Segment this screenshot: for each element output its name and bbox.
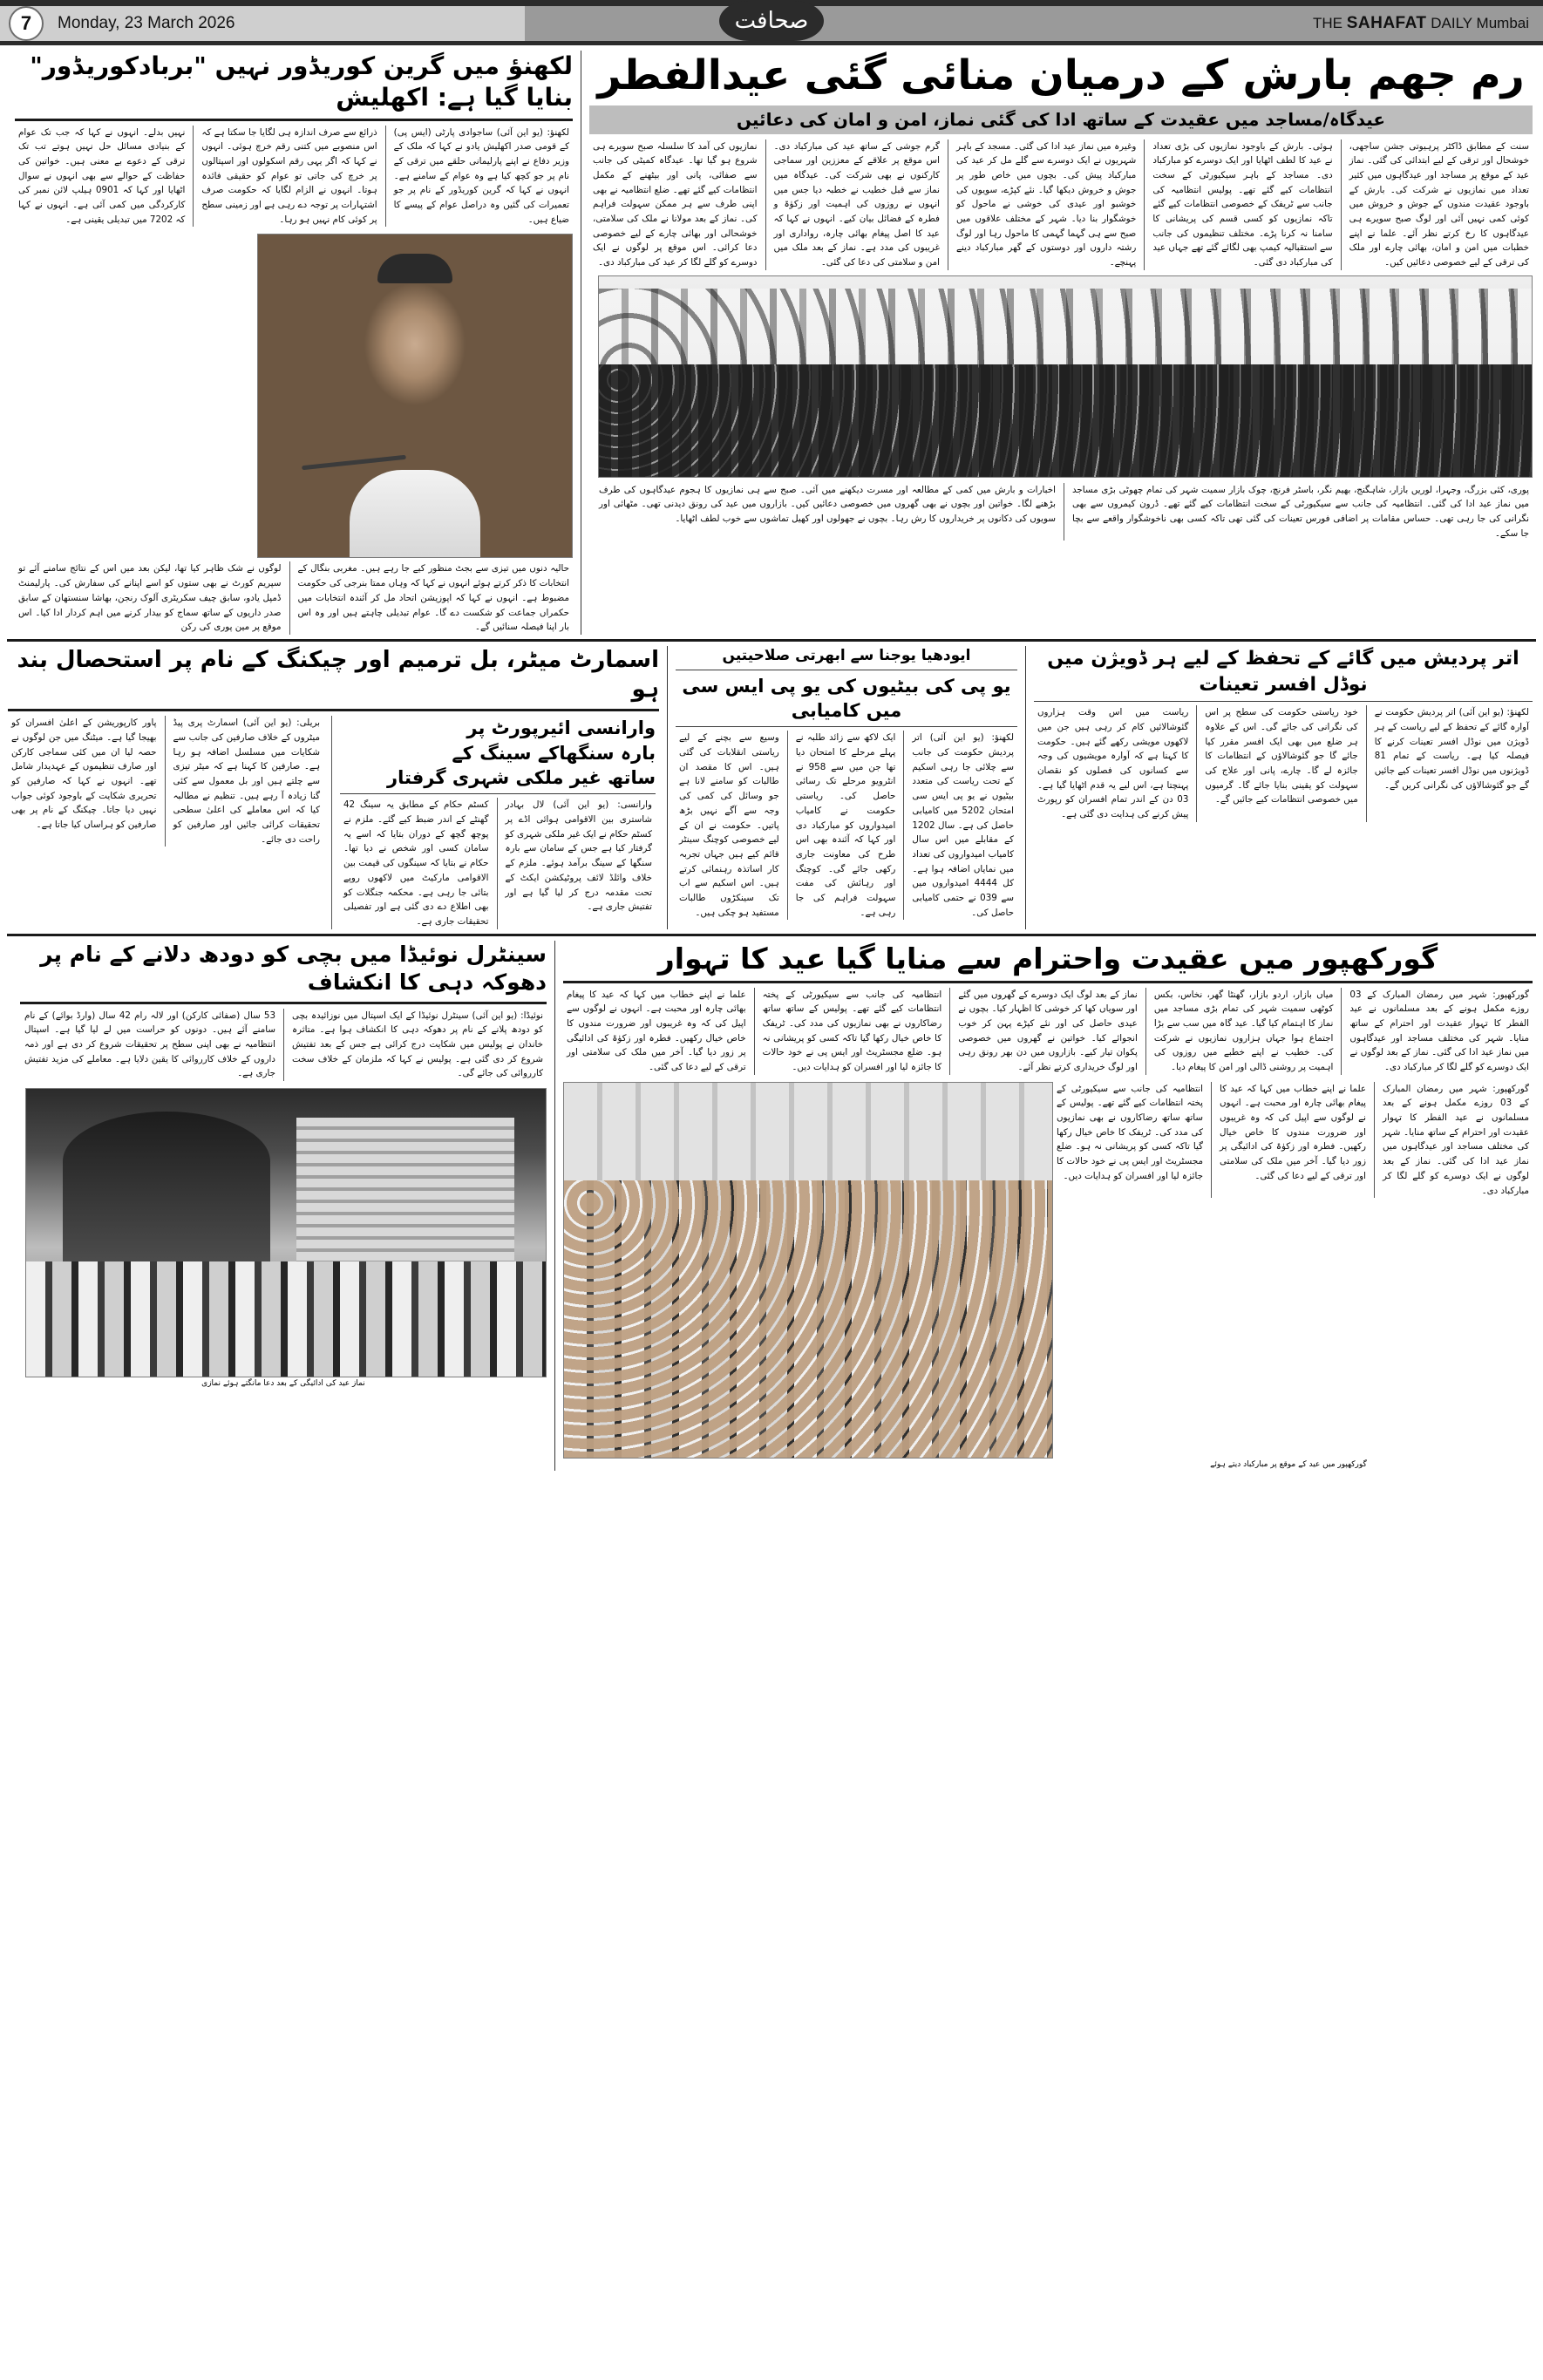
mosque-arch-shapes (599, 289, 1532, 373)
eid-prayer-photo (598, 275, 1533, 478)
lead-col-5: نمازیوں کی آمد کا سلسلہ صبح سویرے ہی شروع ہو گیا تھا۔ عیدگاہ کمیٹی کی جانب سے صفائی، پانی اور بیٹھنے کے مکمل انتظامات کیے گئے تھے۔ ضلع انتظامیہ نے بھی اپنی طرف سے ہر ممکن سہولت فراہم کی۔ نماز کے بعد مولانا نے ملک کی سلامتی، خوشحالی اور بھائی چارے کے لیے خصوصی دعا کرائی۔ اس موقع پر لوگوں نے ایک دوسرے کو گلے لگا کر عید کی مبارکباد دی۔ (593, 140, 758, 269)
lead-story (586, 51, 1536, 635)
noida-story (17, 941, 550, 1471)
middle-section (7, 646, 1536, 929)
col-divider (385, 126, 386, 228)
col-divider (787, 731, 788, 920)
smart-meter-columns (8, 716, 323, 847)
akhilesh-col-3: نہیں بدلے۔ انہوں نے کہا کہ جب تک عوام کے بنیادی مسائل حل نہیں ہوتے تب تک ترقی کے دعوے بے معنی ہیں۔ خواتین کی حفاظت کے حوالے سے بھی انہوں نے سوال اٹھایا اور کہا کہ 1090 ہیلپ لائن نمبر کی کارکردگی میں کمی آئی ہے۔ انہوں نے کہا کہ 2027 میں تبدیلی یقینی ہے۔ (17, 126, 186, 225)
varanasi-headline-line1: وارانسی ائیرپورٹ پر (466, 717, 656, 739)
logo-urdu-text: صحافت (734, 8, 809, 34)
section-divider (667, 646, 668, 929)
dateline: Monday, 23 March 2026 (58, 14, 235, 32)
varanasi-headline-line3: ساتھ غیر ملکی شہری گرفتار (387, 767, 656, 789)
col-divider (903, 731, 904, 920)
lower-left-columns (8, 716, 659, 928)
akhilesh-headline: لکھنؤ میں گرین کوریڈور نہیں "بربادکوریڈور" بنایا گیا ہے: اکھلیش (30, 51, 573, 112)
varanasi-col-2: کسٹم حکام کے مطابق یہ سینگ 24 گھنٹے کے اندر ضبط کیے گئے۔ ملزم نے پوچھ گچھ کے دوران بتایا کہ اسے یہ سامان کسی اور شخص نے دیا تھا۔ حکام نے بتایا کہ سینگوں کی قیمت بین الاقوامی مارکیٹ میں لاکھوں روپے بتائی جا رہی ہے۔ محکمہ جنگلات کو بھی اطلاع دے دی گئی ہے اور تفصیلی تحقیقات جاری ہے۔ (343, 799, 489, 927)
varanasi-story (336, 716, 659, 928)
col-divider (1366, 705, 1367, 821)
col-divider (1341, 139, 1342, 270)
smart-meter-varanasi-block (4, 646, 663, 929)
upsc-col-2: ایک لاکھ سے زائد طلبہ نے پہلے مرحلے کا امتحان دیا تھا جن میں سے 859 نے انٹرویو مرحلے تک رسائی حاصل کی۔ ریاستی حکومت نے کامیاب امیدواروں کو مبارکباد دی اور کہا کہ آئندہ بھی اس طرح کی معاونت جاری رکھی جائے گی۔ کوچنگ اور رہائش کی مفت سہولت فراہم کی جا رہی ہے۔ (795, 732, 896, 918)
gorakhpur-lower-col-2: علما نے اپنے خطاب میں کہا کہ عید کا پیغام بھائی چارہ اور محبت ہے۔ انہوں نے لوگوں سے اپیل کی کہ وہ غریبوں اور ضرورت مندوں کا خاص خیال رکھیں۔ فطرہ اور زکوٰۃ کی ادائیگی پر زور دیا گیا۔ آخر میں ملک کی سلامتی اور ترقی کے لیے دعا کی گئی۔ (1220, 1083, 1366, 1181)
noida-photo-caption: نماز عید کی ادائیگی کے بعد دعا مانگتے ہوئے نمازی (201, 1378, 365, 1388)
top-section (7, 51, 1536, 635)
col-divider (497, 798, 498, 928)
gorakhpur-photo-caption: گورکھپور میں عید کے موقع پر مبارکباد دیتے ہوئے (1210, 1459, 1367, 1469)
smart-meter-body (4, 716, 327, 928)
lead-lower-columns (589, 483, 1533, 541)
col-divider (331, 716, 332, 928)
ayodhya-kicker: ایودھیا یوجنا سے ابھرتی صلاحیتیں (722, 646, 971, 664)
masthead-under-rule (0, 41, 1543, 45)
lead-col-2: ہوئی۔ بارش کے باوجود نمازیوں کی بڑی تعداد نے عید کا لطف اٹھایا اور ایک دوسرے کو مبارکباد دی۔ مساجد کے باہر سیکیورٹی کے سخت انتظامات کیے گئے تھے۔ پولیس انتظامیہ کی جانب سے ٹریفک کے خصوصی انتظامات کیے گئے تاکہ نمازیوں کو کسی قسم کی پریشانی کا سامنا نہ کرنا پڑے۔ مختلف تنظیموں کی جانب سے استقبالیہ کیمپ بھی لگائے گئے تھے جہاں عید کی مبارکباد دی گئی۔ (1152, 140, 1333, 269)
smart-meter-headline: اسمارٹ میٹر، بل ترمیم اور چیکنگ کے نام پر استحصال بند ہو (17, 646, 659, 703)
akhilesh-body-right: لوگوں نے شک ظاہر کیا تھا، لیکن بعد میں اس کے نتائج سامنے آئے تو سپریم کورٹ نے بھی ستوں کو اسے اپنانے کی سفارش کی۔ پارلیمنٹ ڈمپل یادو، سابق چیف سکریٹری آلوک رنجن، بھاشا سنستھان کے سابق صدر داریوں کے ساتھ سماج کو بیدار کرنے میں اہم کردار ادا کیا۔ اس موقع پر مین پوری کی رکن (18, 563, 282, 633)
gorakhpur-col-3: نماز کے بعد لوگ ایک دوسرے کے گھروں میں گئے اور سویاں کھا کر خوشی کا اظہار کیا۔ بچوں نے عیدی حاصل کی اور نئے کپڑے پہن کر خوب انجوائے کیا۔ خواتین نے گھروں میں خصوصی پکوان تیار کیے۔ بازاروں میں دن بھر رونق رہی اور لوگ خریداری کرتے نظر آئے۔ (958, 989, 1138, 1073)
cow-col-1: لکھنؤ: (یو این آئی) اتر پردیش حکومت نے آوارہ گائے کے تحفظ کے لیے ریاست کے ہر ڈویژن میں نوڈل افسر تعینات کرنے کا فیصلہ کیا ہے۔ ریاست کے تمام 18 ڈویژنوں میں نوڈل افسر تعینات کیے جائیں گے جو گئوشالاؤں کی نگرانی کریں گے۔ (1374, 707, 1529, 791)
gorakhpur-headline: گورکھپور میں عقیدت واحترام سے منایا گیا عید کا تہوار (657, 941, 1438, 976)
akhilesh-story (11, 51, 576, 635)
upsc-col-3: وسیع سے بچنے کے لیے ریاستی انقلابات کی گئی ہیں۔ اس کا مقصد ان طالبات کو سامنے لانا ہے جو وسائل کی کمی کی وجہ سے آگے نہیں بڑھ پاتیں۔ حکومت نے ان کے لیے خصوصی کوچنگ سینٹر قائم کیے ہیں جہاں تجربہ کار اساتذہ رہنمائی کرتے ہیں۔ اس اسکیم سے اب تک سینکڑوں طالبات مستفید ہو چکی ہیں۔ (679, 732, 779, 918)
smart-meter-rule (8, 709, 659, 711)
gorakhpur-lower-col-3: انتظامیہ کی جانب سے سیکیورٹی کے پختہ انتظامات کیے گئے تھے۔ پولیس کے ساتھ ساتھ رضاکاروں نے بھی نمازیوں کی مدد کی۔ ٹریفک کا خاص خیال رکھا گیا تاکہ کسی کو پریشانی نہ ہو۔ ضلع مجسٹریٹ اور ایس پی نے خود حالات کا جائزہ لیا اور افسران کو ہدایات دیں۔ (1057, 1083, 1203, 1181)
cow-columns (1034, 705, 1533, 821)
gorakhpur-group-photo (563, 1082, 1053, 1459)
akhilesh-rule (15, 119, 573, 121)
lead-subheadline: عیدگاہ/مساجد میں عقیدت کے ساتھ ادا کی گئی نماز، امن و امان کی دعائیں (589, 105, 1533, 134)
col-divider (289, 561, 290, 634)
akhilesh-lower-columns (15, 561, 573, 634)
seated-worshippers (26, 1261, 546, 1377)
noida-interior-photo (25, 1088, 547, 1377)
photo-group-faces (564, 1180, 1052, 1458)
col-divider (283, 1009, 284, 1081)
col-divider (1341, 988, 1342, 1075)
cap-icon (377, 254, 452, 283)
col-divider (1196, 705, 1197, 821)
col-divider (1374, 1082, 1375, 1198)
varanasi-rule (340, 793, 656, 794)
col-divider (949, 988, 950, 1075)
upsc-col-1: لکھنؤ: (یو این آئی) اتر پردیش حکومت کی جانب سے چلائی جا رہی اسکیم کے تحت ریاست کی متعدد بیٹیوں نے یو پی ایس سی امتحان 2025 میں کامیابی حاصل کی ہے۔ سال 2021 کے مقابلے میں اس سال کامیاب امیدواروں کی تعداد میں نمایاں اضافہ ہوا ہے۔ کل 4444 امیدواروں میں سے 930 نے حتمی کامیابی حاصل کی۔ (912, 732, 1014, 918)
brand-text (1313, 14, 1529, 33)
cow-rule (1034, 701, 1533, 702)
upsc-rule (676, 726, 1017, 727)
brand-name: SAHAFAT (1346, 14, 1427, 32)
akhilesh-col-2: ذرائع سے صرف اندازہ ہی لگایا جا سکتا ہے کہ اس منصوبے میں کتنی رقم خرچ ہوئی۔ انہوں نے کہا کہ اگر یہی رقم اسکولوں اور اسپتالوں پر خرچ کی جاتی تو عوام کو حقیقی فائدہ ہوتا۔ انہوں نے الزام لگایا کہ حکومت صرف اشتہارات پر توجہ دے رہی ہے اور زمینی سطح پر کوئی کام نہیں ہو رہا۔ (201, 126, 377, 225)
noida-rule (20, 1002, 547, 1004)
cow-col-2: خود ریاستی حکومت کی سطح پر اس کی نگرانی کی جائے گی۔ اس کے علاوہ ہر ضلع میں بھی ایک افسر مقرر کیا جائے گا جو گئوشالاؤں کے انتظامات کا جائزہ لے گا۔ چارے، پانی اور علاج کی سہولت کو یقینی بنایا جائے گا۔ گرمیوں میں خصوصی انتظامات کیے جائیں گے۔ (1205, 707, 1358, 806)
col-divider (193, 126, 194, 228)
col-divider (754, 988, 755, 1075)
smart-meter-col-1: بریلی: (یو این آئی) اسمارٹ پری پیڈ میٹروں کے خلاف صارفین کی جانب سے شکایات میں مسلسل اضافہ ہو رہا ہے۔ صارفین کا کہنا ہے کہ میٹر تیزی سے چلتے ہیں اور بل معمول سے کئی گنا زیادہ آ رہے ہیں۔ تنظیم نے مطالبہ کیا کہ اس معاملے کی اعلیٰ سطحی تحقیقات کرائی جائیں اور صارفین کو راحت دی جائے۔ (173, 717, 320, 845)
gorakhpur-columns (563, 988, 1533, 1075)
noida-col-2: 35 سال (صفائی کارکن) اور لالہ رام 24 سال (وارڈ بوائے) کے نام سامنے آئے ہیں۔ دونوں کو حراست میں لے لیا گیا ہے۔ اسپتال انتظامیہ نے بھی اپنی سطح پر تحقیقات شروع کر دی ہے اور ذمہ داروں کے خلاف کارروائی کا یقین دلایا ہے۔ معاملے کی مزید تفتیش جاری ہے۔ (24, 1010, 275, 1079)
section-divider (554, 941, 555, 1471)
lead-col-4: گرم جوشی کے ساتھ عید کی مبارکباد دی۔ اس موقع پر علاقے کے معززین اور سماجی کارکنوں نے بھی شرکت کی۔ عیدگاہ میں نماز سے قبل خطیب نے خطبہ دیا جس میں انہوں نے روزوں کی اہمیت اور زکوٰۃ و فطرہ کے فضائل بیان کیے۔ انہوں نے کہا کہ عید کا اصل پیغام بھائی چارہ، رواداری اور غریبوں کی مدد ہے۔ نماز کے بعد ملک میں امن و سلامتی کی دعا کی گئی۔ (773, 140, 940, 269)
noida-columns (20, 1009, 547, 1081)
major-divider-1 (7, 639, 1536, 642)
col-divider (1144, 139, 1145, 270)
lead-lower-col-2: اخبارات و بارش میں کمی کے مطالعہ اور مسرت دیکھنے میں آئی۔ صبح سے ہی نمازیوں کا ہجوم عیدگاہوں کی طرف بڑھنے لگا۔ خواتین اور بچوں نے بھی گھروں میں خصوصی دعائیں کیں۔ بازاروں میں عید کی رونق دیدنی تھی۔ مٹھائی اور سویوں کی دکانوں پر خریداروں کا رش رہا۔ بچوں نے جھولوں اور کھیل تماشوں سے خوب لطف اٹھایا۔ (599, 484, 1056, 525)
gorakhpur-col-4: انتظامیہ کی جانب سے سیکیورٹی کے پختہ انتظامات کیے گئے تھے۔ پولیس کے ساتھ ساتھ رضاکاروں نے بھی نمازیوں کی مدد کی۔ ٹریفک کا خاص خیال رکھا گیا تاکہ کسی کو پریشانی نہ ہو۔ ضلع مجسٹریٹ اور ایس پی نے خود حالات کا جائزہ لیا اور افسران کو ہدایات دیں۔ (762, 989, 942, 1073)
col-divider (765, 139, 766, 270)
varanasi-columns (340, 798, 656, 928)
gorakhpur-rule (563, 981, 1533, 983)
varanasi-col-1: وارانسی: (یو این آئی) لال بہادر شاستری بین الاقوامی ہوائی اڈے پر کسٹم حکام نے ایک غیر ملکی شہری کو گرفتار کیا ہے جس کے سامان سے بارہ سنگھا کے سینگ برآمد ہوئے۔ ملزم کے خلاف وائلڈ لائف پروٹیکشن ایکٹ کے تحت مقدمہ درج کر لیا گیا ہے اور تفتیش جاری ہے۔ (505, 799, 652, 913)
smart-meter-col-2: پاور کارپوریشن کے اعلیٰ افسران کو بھیجا گیا ہے۔ میٹنگ میں جن لوگوں نے حصہ لیا ان میں کئی سماجی کارکن اور صارف تنظیموں کے عہدیدار شامل تھے۔ انہوں نے کہا کہ صارفین کو تحریری شکایت کے باوجود کوئی جواب نہیں دیا جاتا۔ چیکنگ کے نام پر بھی صارفین کو ہراساں کیا جاتا ہے۔ (11, 717, 157, 831)
upsc-headline: یو پی کی بیٹیوں کی یو پی ایس سی میں کامیابی (682, 675, 1011, 722)
akhilesh-col-1: لکھنؤ: (یو این آئی) ساجوادی پارٹی (ایس پی) کے قومی صدر اکھلیش یادو نے کہا کہ ملک کے وزیر دفاع نے اپنے پارلیمانی حلقے میں ترقی کے نام پر جو کچھ کیا ہے وہ عوام کے سامنے ہے۔ انہوں نے کہا کہ گرین کوریڈور کے نام پر جو تعمیرات کی گئیں وہ دراصل عوام کے پیسے کا ضیاع ہیں۔ (393, 126, 569, 225)
col-divider (1145, 988, 1146, 1075)
noida-col-1: نوئیڈا: (یو این آئی) سینٹرل نوئیڈا کے ایک اسپتال میں نوزائیدہ بچی کو دودھ پلانے کے نام پر دھوکہ دہی کا انکشاف ہوا ہے۔ متاثرہ خاندان نے پولیس میں شکایت درج کرائی ہے جس کے بعد تفتیش شروع کر دی گئی ہے۔ پولیس نے کہا کہ ملزمان کے خلاف سخت کارروائی کی جائے گی۔ (292, 1010, 543, 1079)
bottom-section (7, 941, 1536, 1471)
lead-columns (589, 139, 1533, 270)
akhilesh-portrait-photo (257, 234, 573, 558)
page-body (0, 51, 1543, 1471)
lead-col-3: وغیرہ میں نماز عید ادا کی گئی۔ مسجد کے باہر شہریوں نے ایک دوسرے سے گلے مل کر عید کی مبارکباد پیش کی۔ بچوں میں خاص طور پر جوش و خروش دیکھا گیا۔ نئے کپڑے، سویوں کی خوشبو اور عیدی کی خوشی نے ماحول کو خوشگوار بنا دیا۔ شہر کے مختلف علاقوں میں صبح سے ہی گہما گہمی کا ماحول رہا اور لوگ رشتہ داروں اور دوستوں کے گھر مبارکباد دینے پہنچے۔ (955, 140, 1137, 269)
varanasi-headline-line2: بارہ سنگھاکے سینگ کے (452, 742, 656, 764)
lead-lower-col-1: پوری، کئی بزرگ، وجہرا، لوریں بازار، شاہگنج، بھیم نگر، باسٹر فرنچ، چوک بازار سمیت شہر کی تمام چھوٹی بڑی مساجد میں نماز عید ادا کی گئی۔ انتظامیہ کی جانب سے سیکیورٹی کے سخت انتظامات کیے گئے تھے۔ ڈرون کیمروں سے بھی نگرانی کی جا رہی تھی۔ حساس مقامات پر اضافی فورس تعینات کی گئی تھی تاکہ کسی بھی ناخوشگوار واقعے سے بچا جا سکے۔ (1072, 484, 1529, 539)
gorakhpur-col-5: علما نے اپنے خطاب میں کہا کہ عید کا پیغام بھائی چارہ اور محبت ہے۔ انہوں نے لوگوں سے اپیل کی کہ وہ غریبوں اور ضرورت مندوں کا خاص خیال رکھیں۔ فطرہ اور زکوٰۃ کی ادائیگی پر زور دیا گیا۔ آخر میں ملک کی سلامتی اور ترقی کے لیے دعا کی گئی۔ (567, 989, 746, 1073)
gorakhpur-col-1: گورکھپور: شہر میں رمضان المبارک کے 30 روزے مکمل ہونے کے بعد مسلمانوں نے عید الفطر کا تہوار عقیدت اور احترام کے ساتھ منایا۔ شہر کی مختلف مساجد اور عیدگاہوں میں نماز عید ادا کی گئی۔ نماز کے بعد لوگوں نے ایک دوسرے کو گلے لگا کر مبارکباد دی۔ (1349, 989, 1529, 1073)
cow-col-3: ریاست میں اس وقت ہزاروں گئوشالائیں کام کر رہی ہیں جن میں لاکھوں مویشی رکھے گئے ہیں۔ حکومت کا کہنا ہے کہ آوارہ مویشیوں کی وجہ سے کسانوں کی فصلوں کو نقصان پہنچتا ہے، اس لیے یہ قدم اٹھایا گیا ہے۔ 30 دن کے اندر تمام افسران کو رپورٹ پیش کرنے کی ہدایت دی گئی ہے۔ (1037, 707, 1189, 819)
gorakhpur-lower-columns (1053, 1082, 1533, 1198)
akhilesh-body-left: حالیہ دنوں میں تیزی سے بجٹ منظور کیے جا رہے ہیں۔ مغربی بنگال کے انتخابات کا ذکر کرتے ہوئے انہوں نے کہا کہ وہاں ممتا بنرجی کی حکومت مضبوط ہے۔ انہوں نے کہا کہ اپوزیشن اتحاد مل کر آئندہ انتخابات میں حکمراں جماعت کو شکست دے گا۔ عوام تبدیلی چاہتے ہیں اور وہ اس بار اپنا فیصلہ سنائیں گے۔ (297, 563, 569, 633)
sahafat-logo[interactable] (719, 1, 824, 41)
lead-col-1: سنت کے مطابق ڈاکٹر پرہیوتی جشن ساجھی، خوشحال اور ترقی کے لیے ابتدائی کی گئی۔ نماز عید کے موقع پر مساجد اور عیدگاہوں میں کثیر تعداد میں نمازیوں نے شرکت کی۔ بارش کے باوجود عقیدت مندوں کے جوش و خروش میں کوئی کمی نہیں آئی اور لوگ صبح سویرے ہی عیدگاہوں کا رخ کرتے نظر آئے۔ علما نے اپنے خطبات میں امن و امان، بھائی چارے اور ملک کی ترقی کے لیے خصوصی دعائیں کیں۔ (1349, 140, 1529, 269)
akhilesh-columns (15, 126, 573, 228)
gorakhpur-lower-col-1: گورکھپور: شہر میں رمضان المبارک کے 30 روزے مکمل ہونے کے بعد مسلمانوں نے عید الفطر کا تہوار عقیدت اور احترام کے ساتھ منایا۔ شہر کی مختلف مساجد اور عیدگاہوں میں نماز عید ادا کی گئی۔ نماز کے بعد لوگوں نے ایک دوسرے کو گلے لگا کر مبارکباد دی۔ (1383, 1083, 1529, 1196)
lead-headline: رم جھم بارش کے درمیان منائی گئی عیدالفطر (597, 51, 1525, 99)
microphone-icon (302, 455, 406, 471)
brand-prefix: THE (1312, 15, 1342, 31)
cow-protection-story (1030, 646, 1536, 929)
col-divider (1211, 1082, 1212, 1198)
col-divider (165, 716, 166, 847)
major-divider-2 (7, 934, 1536, 936)
upsc-columns (676, 731, 1017, 920)
worshippers-heads (599, 364, 1532, 477)
gorakhpur-col-2: میاں بازار، اردو بازار، گھنٹا گھر، نخاس، بکس کوٹھی سمیت شہر کی تمام بڑی مساجد میں نماز کا اہتمام کیا گیا۔ عید گاہ میں سب سے بڑا اجتماع ہوا جہاں ہزاروں نمازیوں نے شرکت کی۔ خطیب نے اپنے خطبے میں روزوں کی اہمیت پر روشنی ڈالی اور امن کا پیغام دیا۔ (1153, 989, 1334, 1073)
upsc-story (672, 646, 1021, 929)
cow-protection-headline: اتر پردیش میں گائے کے تحفظ کے لیے ہر ڈویژن میں نوڈل افسر تعینات (1047, 647, 1519, 696)
section-divider (1025, 646, 1026, 929)
wall-panel (296, 1118, 514, 1261)
noida-headline: سینٹرل نوئیڈا میں بچی کو دودھ دلانے کے نام پر دھوکہ دہی کا انکشاف (40, 941, 547, 996)
masthead (0, 6, 1543, 41)
brand-suffix: DAILY Mumbai (1431, 15, 1529, 31)
gorakhpur-story (560, 941, 1536, 1471)
page-number-badge: 7 (9, 6, 44, 41)
